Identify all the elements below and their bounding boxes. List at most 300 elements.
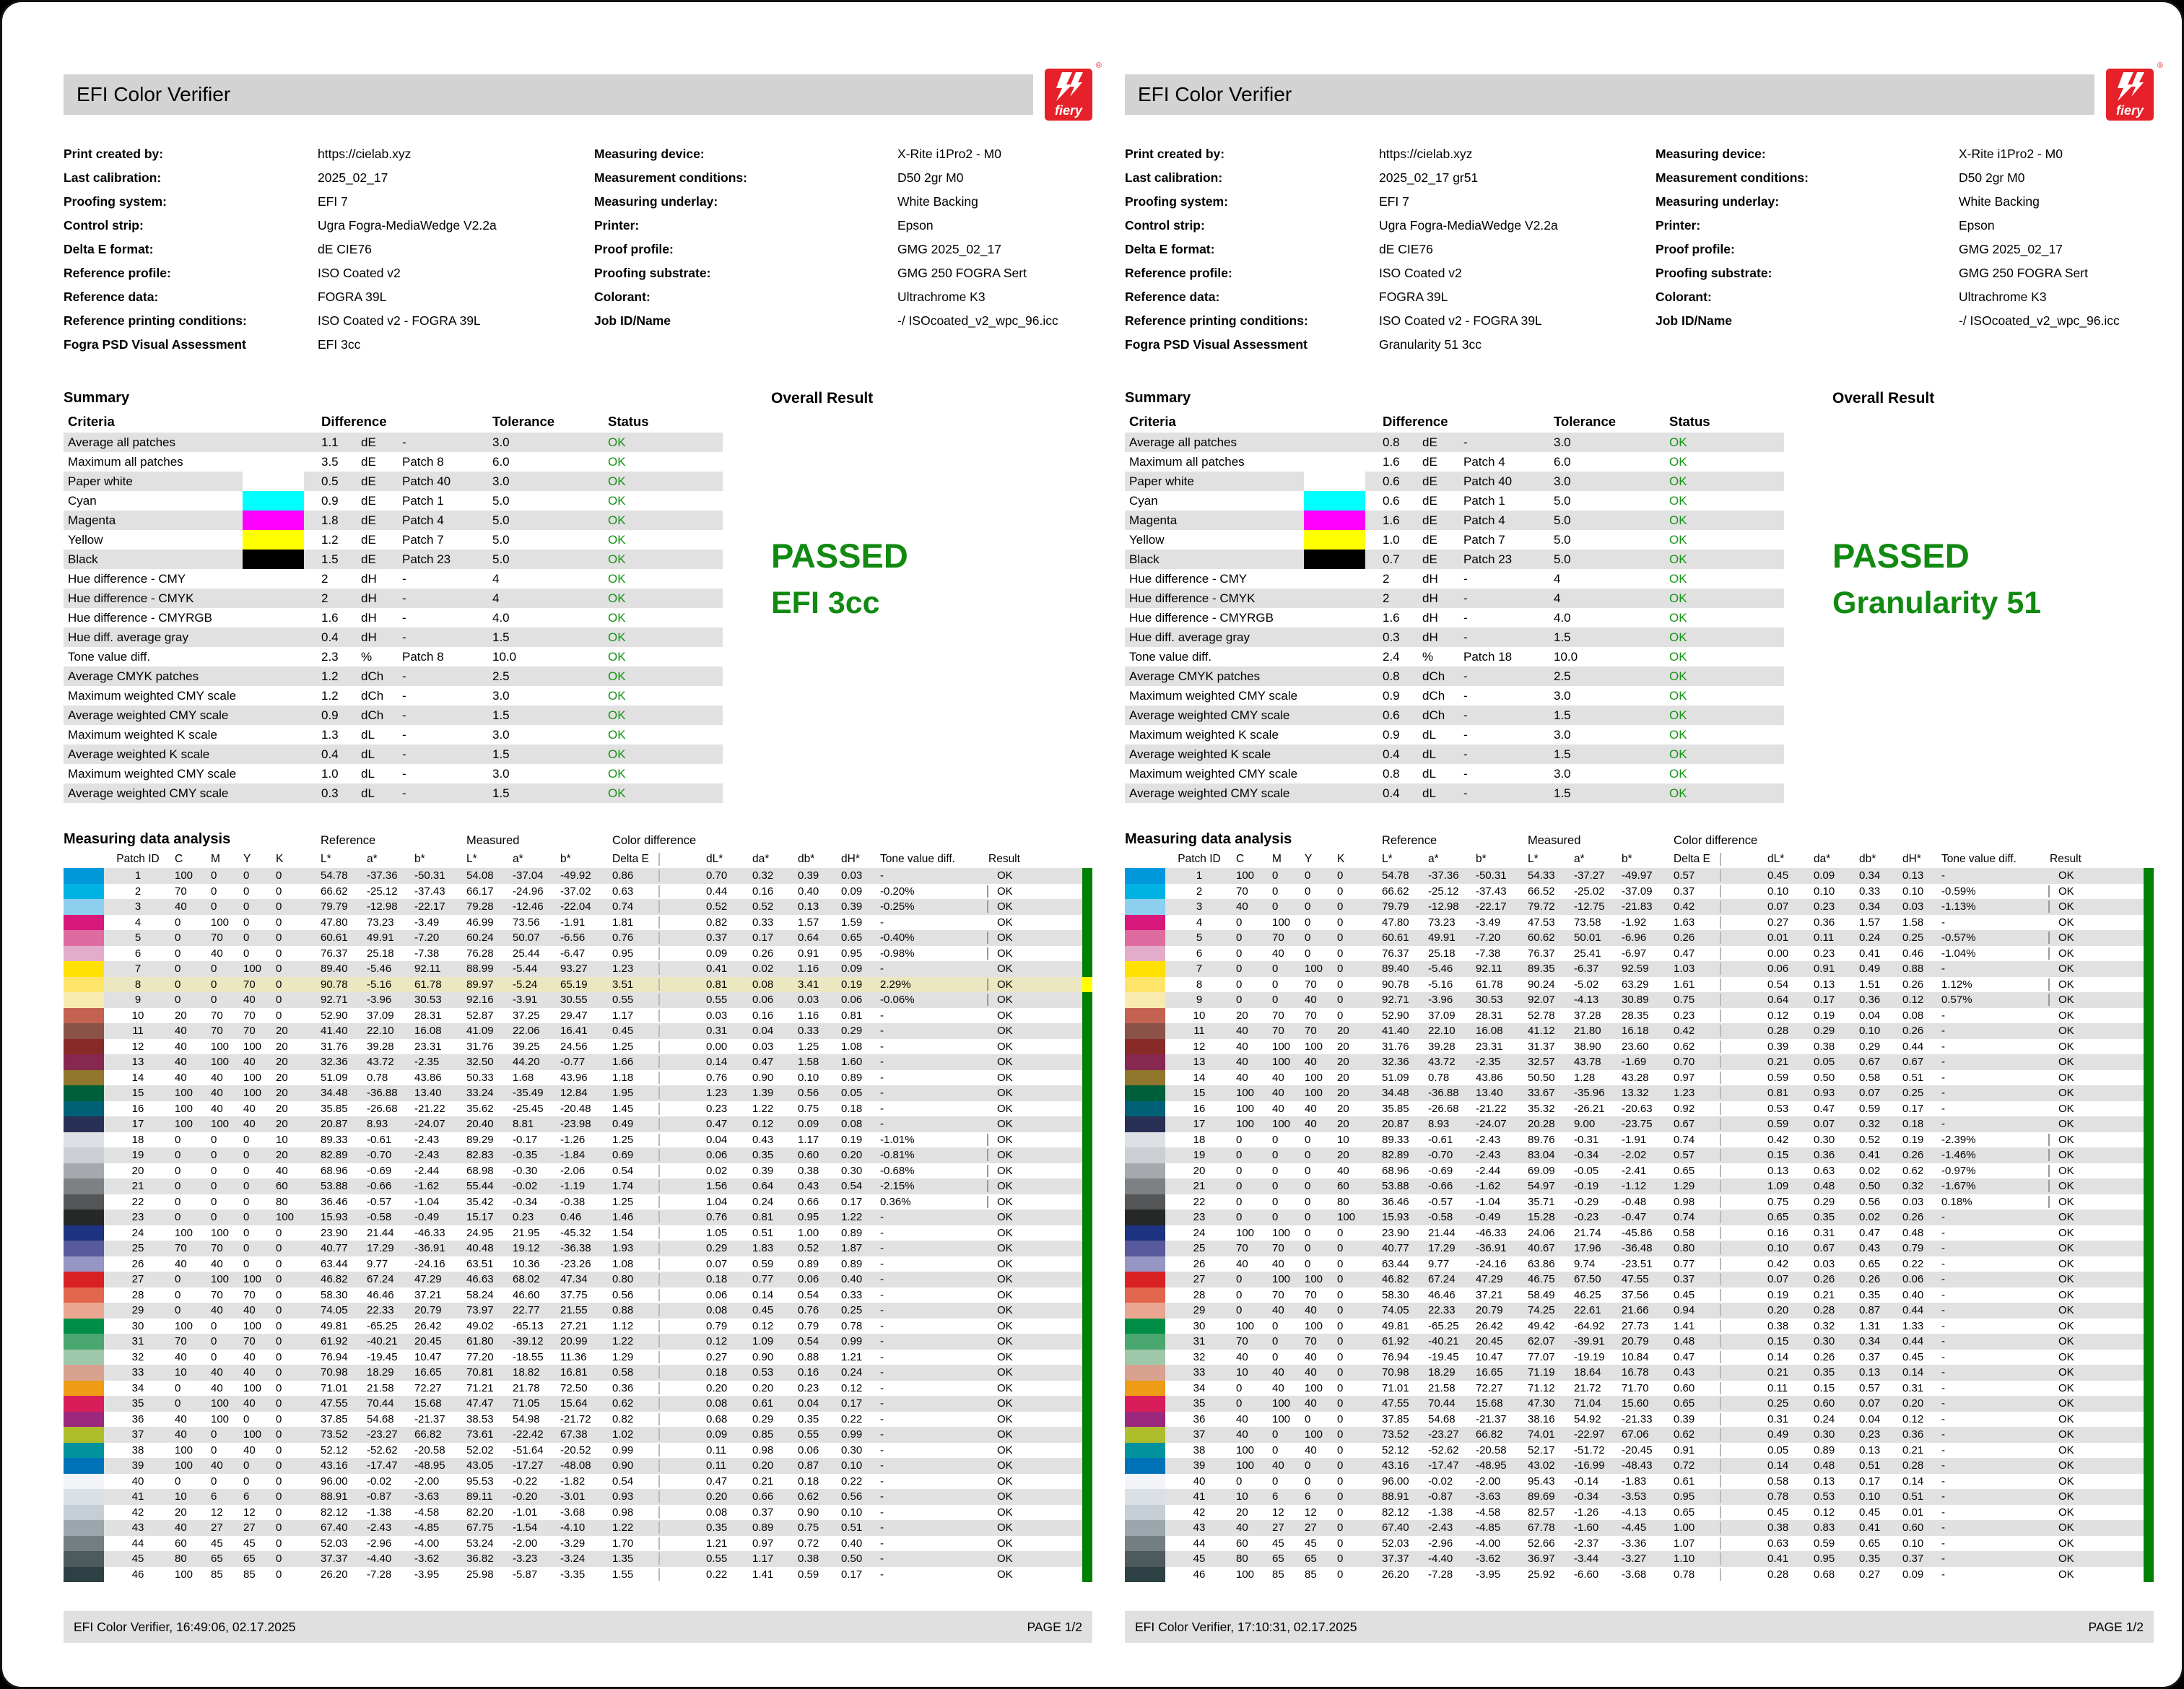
- fiery-logo-text: fiery: [1054, 103, 1083, 118]
- difference-unit: dL: [361, 747, 375, 761]
- summary-header-criteria: Criteria: [68, 414, 115, 429]
- status-value: OK: [1669, 493, 1687, 508]
- cell-patch-id: 31: [131, 1335, 144, 1348]
- cell-cmyk: 0: [1305, 947, 1311, 960]
- cell-reference: -23.27: [1428, 1428, 1459, 1441]
- table-row: [64, 1101, 1092, 1117]
- cell-diff: 0.14: [706, 1056, 728, 1069]
- cell-measured: -36.48: [1622, 1242, 1653, 1255]
- tolerance-value: 5.0: [492, 552, 510, 566]
- cell-measured: 71.12: [1528, 1381, 1555, 1394]
- cell-reference: 15.93: [321, 1211, 348, 1224]
- cell-measured: 25.41: [1574, 947, 1601, 960]
- cell-result: OK: [997, 1428, 1013, 1441]
- cell-delta-e: 0.74: [1674, 1134, 1767, 1146]
- cell-measured: -48.08: [560, 1459, 591, 1472]
- cell-delta-e: 0.74: [612, 900, 706, 913]
- cell-measured: -65.13: [513, 1319, 544, 1332]
- table-row: [64, 1241, 1092, 1256]
- cell-diff: 0.46: [1902, 947, 1924, 960]
- cell-patch-id: 37: [131, 1428, 144, 1441]
- criteria-label: Maximum weighted K scale: [68, 727, 217, 742]
- table-row: [1125, 1054, 2154, 1070]
- summary-row: [64, 472, 723, 491]
- cell-diff: 0.06: [798, 1443, 819, 1456]
- cell-delta-e: 0.62: [1674, 1428, 1767, 1441]
- cell-cmyk: 0: [1337, 1412, 1344, 1425]
- cell-patch-id: 8: [134, 978, 142, 991]
- cell-cmyk: 0: [1337, 1319, 1344, 1332]
- difference-value: 0.8: [1383, 435, 1400, 449]
- cell-reference: 13.40: [1476, 1087, 1503, 1100]
- cell-measured: -36.38: [560, 1242, 591, 1255]
- cell-diff: 0.05: [1767, 1443, 1789, 1456]
- cell-reference: -19.45: [367, 1350, 398, 1363]
- cell-diff: 0.33: [798, 1025, 819, 1038]
- cell-measured: 47.34: [560, 1273, 588, 1286]
- cell-cmyk: 100: [276, 1211, 295, 1224]
- cell-reference: 20.87: [321, 1118, 348, 1131]
- meta-label: Job ID/Name: [1656, 313, 1732, 328]
- meta-label: Reference printing conditions:: [64, 313, 247, 328]
- tolerance-value: 3.0: [1554, 727, 1571, 742]
- cell-diff: 0.91: [1814, 963, 1835, 976]
- cell-measured: 63.29: [1622, 978, 1649, 991]
- group-header: Reference: [1382, 834, 1437, 847]
- tolerance-value: 3.0: [1554, 474, 1571, 488]
- cell-diff: 0.35: [1814, 1211, 1835, 1224]
- cell-tone-value: -: [880, 1211, 884, 1224]
- criteria-label: Average CMYK patches: [68, 669, 199, 683]
- cell-tone-value: -: [880, 1226, 884, 1239]
- difference-value: 0.6: [1383, 708, 1400, 722]
- table-row: [64, 1085, 1092, 1101]
- cell-measured: -0.22: [513, 1475, 538, 1488]
- cell-diff: 0.32: [1902, 1180, 1924, 1193]
- cell-measured: -0.38: [560, 1195, 586, 1208]
- cell-reference: 43.72: [1428, 1056, 1456, 1069]
- cell-reference: -0.57: [367, 1195, 392, 1208]
- result-strip: [2144, 1443, 2154, 1459]
- cell-cmyk: 70: [1272, 1242, 1284, 1255]
- cell-measured: -23.75: [1622, 1118, 1653, 1131]
- cell-tone-value: -1.13%: [1941, 900, 2050, 913]
- color-swatch: [243, 608, 304, 628]
- patch-swatch: [64, 977, 104, 993]
- summary-row: [64, 608, 723, 628]
- summary-row: [64, 550, 723, 569]
- cell-diff: 0.78: [841, 1319, 863, 1332]
- color-swatch: [243, 491, 304, 511]
- cell-diff: 0.29: [1814, 1195, 1835, 1208]
- cell-measured: -2.37: [1574, 1537, 1599, 1550]
- cell-reference: 73.23: [367, 916, 394, 929]
- cell-tone-value: -: [880, 1443, 884, 1456]
- result-strip: [2144, 1272, 2154, 1288]
- meta-row: [594, 190, 1092, 214]
- cell-result: OK: [2058, 1335, 2074, 1348]
- cell-tone-value: -: [880, 1071, 884, 1084]
- table-row: [1125, 1365, 2154, 1381]
- table-row: [64, 1194, 1092, 1210]
- criteria-label: Tone value diff.: [1129, 649, 1212, 664]
- table-row: [1125, 1070, 2154, 1086]
- difference-value: 0.7: [1383, 552, 1400, 566]
- difference-patch: Patch 23: [402, 552, 451, 566]
- meta-row: [64, 166, 594, 190]
- table-row: [1125, 1132, 2154, 1148]
- cell-cmyk: 10: [1337, 1133, 1349, 1146]
- cell-tone-value: -0.20%: [880, 885, 988, 898]
- cell-cmyk: 70: [211, 1009, 223, 1022]
- patch-swatch: [64, 1147, 104, 1163]
- cell-measured: 39.25: [513, 1040, 540, 1053]
- criteria-label: Hue diff. average gray: [1129, 630, 1250, 644]
- summary-row: [64, 705, 723, 725]
- patch-swatch: [64, 1303, 104, 1319]
- cell-cmyk: 100: [211, 1226, 230, 1239]
- cell-measured: 16.18: [1622, 1025, 1649, 1038]
- cell-reference: 49.91: [1428, 932, 1456, 945]
- cell-cmyk: 0: [276, 1381, 282, 1394]
- meta-value: D50 2gr M0: [1959, 170, 2025, 185]
- patch-swatch: [1125, 1412, 1165, 1428]
- cell-reference: 58.30: [321, 1288, 348, 1301]
- cell-measured: 9.74: [1574, 1257, 1596, 1270]
- cell-diff: 1.41: [752, 1568, 774, 1581]
- meta-label: Reference printing conditions:: [1125, 313, 1308, 328]
- cell-delta-e: 1.10: [1674, 1553, 1767, 1565]
- cell-reference: 66.62: [1382, 885, 1409, 898]
- cell-measured: -22.97: [1574, 1428, 1605, 1441]
- cell-cmyk: 20: [276, 1025, 288, 1038]
- cell-patch-id: 45: [131, 1553, 144, 1566]
- table-row: [64, 1505, 1092, 1521]
- cell-measured: 24.95: [466, 1226, 494, 1239]
- cell-cmyk: 10: [175, 1490, 187, 1503]
- cell-patch-id: 32: [1193, 1350, 1206, 1363]
- footer-left: EFI Color Verifier, 17:10:31, 02.17.2025: [1135, 1619, 1357, 1634]
- cell-diff: 0.36: [1814, 1149, 1835, 1162]
- difference-value: 1.6: [1383, 610, 1400, 625]
- cell-cmyk: 0: [243, 1180, 250, 1193]
- cell-diff: 0.10: [1902, 885, 1924, 898]
- cell-measured: 63.51: [466, 1257, 494, 1270]
- cell-diff: 0.88: [798, 1350, 819, 1363]
- cell-reference: -1.38: [1428, 1506, 1453, 1519]
- difference-patch: -: [402, 435, 406, 449]
- cell-diff: 1.25: [798, 1040, 819, 1053]
- difference-unit: dH: [1422, 610, 1438, 625]
- cell-patch-id: 2: [134, 885, 142, 898]
- summary-row: [1125, 550, 1784, 569]
- cell-diff: 1.39: [752, 1087, 774, 1100]
- cell-patch-id: 24: [1193, 1226, 1206, 1239]
- cell-measured: -3.24: [560, 1553, 586, 1566]
- cell-cmyk: 100: [243, 1040, 262, 1053]
- cell-cmyk: 45: [243, 1537, 256, 1550]
- summary-row: [64, 647, 723, 667]
- status-value: OK: [1669, 649, 1687, 664]
- cell-measured: 66.17: [466, 885, 494, 898]
- cell-measured: 82.20: [466, 1506, 494, 1519]
- cell-measured: 38.53: [466, 1412, 494, 1425]
- cell-measured: 72.50: [560, 1381, 588, 1394]
- cell-reference: -2.00: [1476, 1475, 1501, 1488]
- cell-reference: 47.55: [321, 1397, 348, 1410]
- cell-diff: 0.32: [1814, 1319, 1835, 1332]
- result-strip: [2144, 1101, 2154, 1117]
- table-row: [64, 1178, 1092, 1194]
- cell-diff: 0.04: [706, 1133, 728, 1146]
- cell-cmyk: 0: [276, 885, 282, 898]
- cell-diff: 1.22: [841, 1211, 863, 1224]
- cell-tone-value: -: [1941, 1009, 1945, 1022]
- cell-reference: -1.04: [414, 1195, 440, 1208]
- cell-measured: -5.24: [513, 978, 538, 991]
- cell-delta-e: 1.95: [612, 1087, 706, 1099]
- patch-swatch: [1125, 1054, 1165, 1070]
- cell-measured: -21.83: [1622, 900, 1653, 913]
- cell-cmyk: 40: [243, 1350, 256, 1363]
- cell-reference: -22.17: [414, 900, 445, 913]
- cell-measured: -39.12: [513, 1335, 544, 1348]
- patch-swatch: [1125, 1567, 1165, 1583]
- cell-measured: 67.50: [1574, 1273, 1601, 1286]
- table-row: [64, 1334, 1092, 1350]
- cell-diff: 0.25: [1902, 932, 1924, 945]
- cell-cmyk: 100: [1305, 1273, 1323, 1286]
- cell-patch-id: 42: [131, 1506, 144, 1519]
- cell-patch-id: 41: [131, 1490, 144, 1503]
- cell-cmyk: 100: [1236, 1087, 1255, 1100]
- cell-diff: 0.07: [1814, 1118, 1835, 1131]
- cell-delta-e: 0.76: [612, 932, 706, 944]
- cell-reference: 51.09: [321, 1071, 348, 1084]
- cell-measured: -19.19: [1574, 1350, 1605, 1363]
- cell-measured: 63.86: [1528, 1257, 1555, 1270]
- cell-delta-e: 1.81: [612, 916, 706, 929]
- cell-delta-e: 1.23: [612, 963, 706, 975]
- cell-reference: 25.18: [367, 947, 394, 960]
- cell-diff: 0.06: [798, 1273, 819, 1286]
- difference-patch: -: [402, 669, 406, 683]
- cell-diff: 0.06: [1767, 963, 1789, 976]
- criteria-label: Average all patches: [68, 435, 176, 449]
- cell-cmyk: 0: [1272, 900, 1279, 913]
- cell-diff: 0.50: [1814, 1071, 1835, 1084]
- cell-cmyk: 85: [243, 1568, 256, 1581]
- cell-delta-e: 0.23: [1674, 1010, 1767, 1022]
- cell-measured: 37.25: [513, 1009, 540, 1022]
- cell-measured: -2.06: [560, 1164, 586, 1177]
- difference-value: 0.8: [1383, 766, 1400, 781]
- cell-reference: 16.08: [1476, 1025, 1503, 1038]
- result-strip: [2144, 1396, 2154, 1412]
- cell-diff: 0.52: [752, 900, 774, 913]
- cell-tone-value: -: [880, 1397, 884, 1410]
- cell-cmyk: 0: [1272, 1195, 1279, 1208]
- cell-cmyk: 40: [211, 1257, 223, 1270]
- difference-patch: -: [402, 688, 406, 703]
- cell-diff: 0.17: [841, 1397, 863, 1410]
- meta-label: Measurement conditions:: [594, 170, 747, 185]
- cell-tone-value: -: [1941, 1273, 1945, 1286]
- cell-measured: 29.47: [560, 1009, 588, 1022]
- cell-reference: 74.05: [1382, 1304, 1409, 1317]
- summary-header-tolerance: Tolerance: [1554, 414, 1617, 429]
- cell-delta-e: 1.00: [1674, 1521, 1767, 1534]
- cell-diff: 0.25: [841, 1304, 863, 1317]
- cell-measured: -3.68: [1622, 1568, 1647, 1581]
- cell-delta-e: 0.54: [612, 1165, 706, 1177]
- result-strip: [1082, 1132, 1092, 1148]
- cell-reference: -7.20: [1476, 932, 1501, 945]
- column-header: L*: [321, 853, 331, 865]
- cell-patch-id: 18: [1193, 1133, 1206, 1146]
- cell-cmyk: 0: [243, 1242, 250, 1255]
- result-strip: [1082, 1505, 1092, 1521]
- cell-measured: 89.11: [466, 1490, 493, 1503]
- cell-tone-value: -0.68%: [880, 1165, 988, 1177]
- cell-delta-e: 0.70: [1674, 1056, 1767, 1068]
- cell-diff: 0.10: [841, 1459, 863, 1472]
- cell-diff: 0.56: [798, 1087, 819, 1100]
- cell-measured: 43.78: [1574, 1056, 1601, 1069]
- cell-tone-value: -0.98%: [880, 947, 988, 960]
- cell-cmyk: 0: [1337, 1537, 1344, 1550]
- table-row: [1125, 1023, 2154, 1039]
- cell-measured: 74.01: [1528, 1428, 1555, 1441]
- cell-cmyk: 70: [243, 978, 256, 991]
- cell-cmyk: 0: [1272, 963, 1279, 976]
- cell-diff: 0.09: [706, 1428, 728, 1441]
- cell-result: OK: [2058, 1366, 2074, 1379]
- cell-cmyk: 40: [243, 1102, 256, 1115]
- cell-tone-value: -2.39%: [1941, 1134, 2050, 1146]
- report-title: EFI Color Verifier: [1138, 83, 1292, 105]
- cell-patch-id: 16: [1193, 1102, 1206, 1115]
- patch-swatch: [64, 1458, 104, 1474]
- cell-cmyk: 100: [175, 1568, 193, 1581]
- cell-cmyk: 10: [175, 1366, 187, 1379]
- cell-cmyk: 0: [1236, 916, 1243, 929]
- meta-label: Measuring underlay:: [1656, 194, 1780, 209]
- color-swatch: [1304, 686, 1365, 705]
- cell-diff: 0.31: [1902, 1381, 1924, 1394]
- cell-reference: 90.78: [321, 978, 348, 991]
- color-swatch: [1304, 705, 1365, 725]
- summary-row: [64, 452, 723, 472]
- cell-measured: 76.28: [466, 947, 494, 960]
- summary-row: [64, 491, 723, 511]
- table-row: [64, 915, 1092, 931]
- cell-measured: 54.33: [1528, 869, 1555, 882]
- cell-cmyk: 0: [175, 1149, 181, 1162]
- cell-diff: 0.59: [798, 1568, 819, 1581]
- table-row: [1125, 1147, 2154, 1163]
- tolerance-value: 2.5: [1554, 669, 1571, 683]
- cell-diff: 0.65: [841, 932, 863, 945]
- difference-patch: Patch 23: [1463, 552, 1513, 566]
- difference-unit: %: [361, 649, 373, 664]
- cell-measured: -51.64: [513, 1443, 544, 1456]
- status-value: OK: [1669, 571, 1687, 586]
- difference-value: 1.6: [321, 610, 339, 625]
- difference-unit: dE: [361, 532, 376, 547]
- tolerance-value: 3.0: [492, 727, 510, 742]
- cell-diff: 0.12: [1902, 994, 1924, 1007]
- result-strip: [2144, 1458, 2154, 1474]
- cell-result: OK: [2058, 1490, 2074, 1503]
- cell-reference: 23.31: [1476, 1040, 1503, 1053]
- table-row: [1125, 930, 2154, 946]
- cell-measured: -0.31: [1574, 1133, 1599, 1146]
- table-row: [1125, 1396, 2154, 1412]
- meta-row: [64, 333, 594, 357]
- difference-patch: Patch 8: [402, 649, 444, 664]
- cell-diff: 0.12: [1814, 1506, 1835, 1519]
- cell-reference: 63.44: [321, 1257, 348, 1270]
- cell-reference: 10.47: [414, 1350, 442, 1363]
- cell-measured: 47.30: [1528, 1397, 1555, 1410]
- patch-swatch: [1125, 961, 1165, 977]
- cell-diff: 0.48: [1902, 1226, 1924, 1239]
- column-header: K: [276, 853, 284, 865]
- result-strip: [1082, 1350, 1092, 1365]
- meta-value: -/ ISOcoated_v2_wpc_96.icc: [897, 313, 1058, 328]
- result-strip: [1082, 1458, 1092, 1474]
- cell-delta-e: 1.25: [612, 1134, 706, 1146]
- difference-patch: Patch 40: [402, 474, 451, 488]
- cell-diff: 0.54: [798, 1288, 819, 1301]
- cell-reference: 8.93: [1428, 1118, 1450, 1131]
- cell-diff: 1.21: [706, 1537, 728, 1550]
- cell-diff: 0.44: [1902, 1040, 1924, 1053]
- cell-cmyk: 100: [1305, 963, 1323, 976]
- cell-diff: 0.20: [1767, 1304, 1789, 1317]
- cell-tone-value: -: [1941, 1537, 1945, 1550]
- tolerance-value: 5.0: [492, 493, 510, 508]
- cell-cmyk: 0: [276, 1242, 282, 1255]
- cell-delta-e: 0.69: [612, 1149, 706, 1161]
- status-value: OK: [608, 532, 626, 547]
- cell-reference: 52.90: [1382, 1009, 1409, 1022]
- cell-diff: 0.42: [1767, 1257, 1789, 1270]
- cell-reference: 20.87: [1382, 1118, 1409, 1131]
- cell-delta-e: 0.80: [1674, 1242, 1767, 1254]
- cell-diff: 0.40: [841, 1273, 863, 1286]
- cell-patch-id: 39: [131, 1459, 144, 1472]
- cell-diff: 0.53: [752, 1366, 774, 1379]
- cell-tone-value: -: [1941, 1350, 1945, 1363]
- cell-cmyk: 20: [276, 1056, 288, 1069]
- cell-tone-value: -: [880, 1521, 884, 1534]
- cell-diff: 0.62: [1902, 1164, 1924, 1177]
- cell-diff: 0.82: [706, 916, 728, 929]
- summary-row: [64, 686, 723, 705]
- cell-diff: 0.23: [1814, 900, 1835, 913]
- cell-result: OK: [2058, 947, 2074, 960]
- table-row: [64, 977, 1092, 993]
- difference-patch: Patch 4: [1463, 454, 1505, 469]
- cell-measured: 90.24: [1528, 978, 1555, 991]
- cell-measured: -0.34: [1574, 1490, 1599, 1503]
- cell-patch-id: 32: [131, 1350, 144, 1363]
- cell-reference: -52.62: [1428, 1443, 1459, 1456]
- cell-measured: -0.23: [1574, 1211, 1599, 1224]
- cell-diff: 0.76: [798, 1304, 819, 1317]
